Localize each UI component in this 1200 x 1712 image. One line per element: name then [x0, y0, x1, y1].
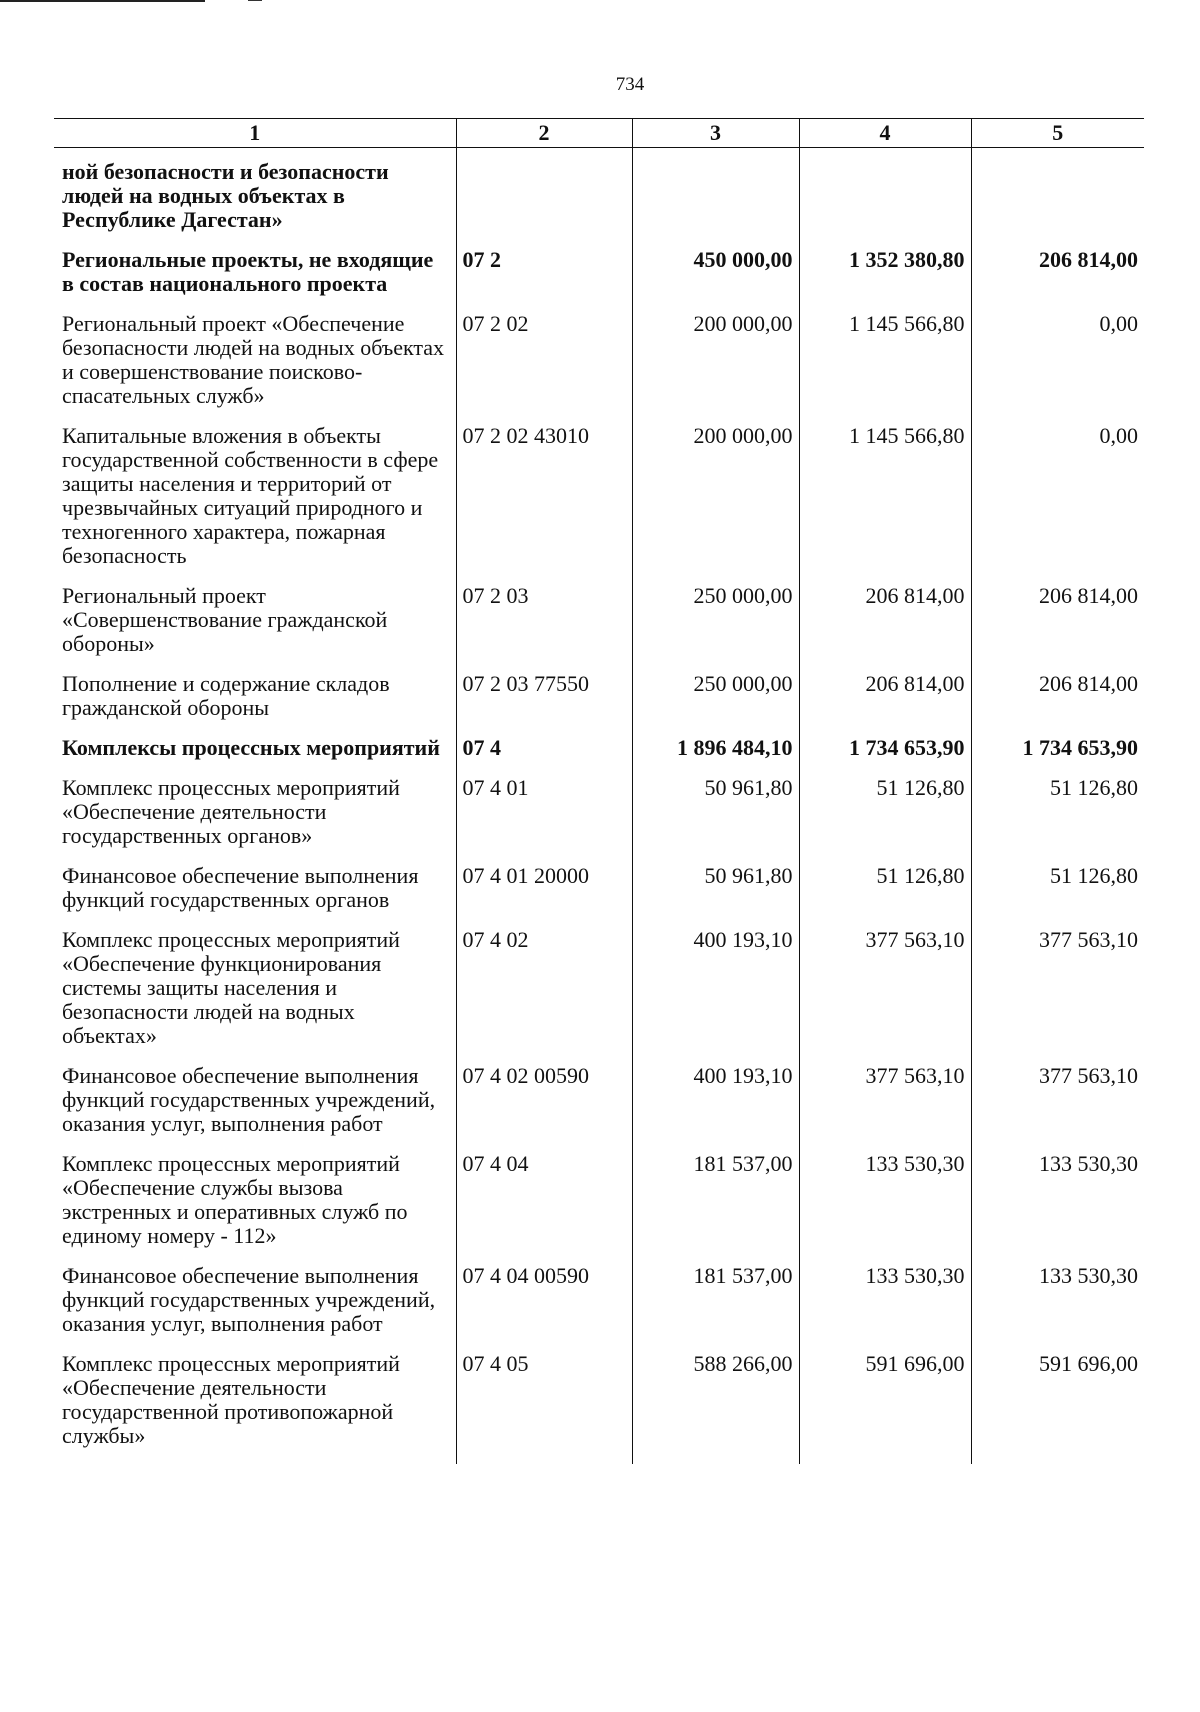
row-code: 07 2: [456, 248, 632, 312]
row-code: 07 2 02 43010: [456, 424, 632, 584]
table-row: [54, 424, 1144, 584]
row-value-col-3: 200 000,00: [632, 312, 799, 424]
row-code: 07 4 01: [456, 776, 632, 864]
row-name: Региональный проект «Совершенствование гражданской обороны»: [62, 583, 388, 656]
row-name: Пополнение и содержание складов гражданской обороны: [62, 671, 390, 720]
row-value-col-4: 1 145 566,80: [799, 312, 971, 424]
header-col-3: 3: [632, 119, 799, 148]
row-name: Комплекс процессных мероприятий «Обеспечение функционирования системы защиты населения и безопасности людей на водных объектах»: [62, 927, 400, 1048]
table-row: [54, 312, 1144, 424]
row-value-col-5: 51 126,80: [971, 776, 1144, 864]
row-value-col-5: 0,00: [971, 424, 1144, 584]
row-value-col-5: 0,00: [971, 312, 1144, 424]
row-name: Комплекс процессных мероприятий «Обеспечение деятельности государственной противопожарной службы»: [62, 1351, 400, 1448]
row-name: Комплексы процессных мероприятий: [62, 735, 440, 760]
row-value-col-5: 377 563,10: [971, 928, 1144, 1064]
scan-artifact-line: [0, 0, 205, 2]
row-value-col-4: 51 126,80: [799, 776, 971, 864]
row-value-col-4: 206 814,00: [799, 672, 971, 736]
row-value-col-3: 1 896 484,10: [632, 736, 799, 776]
row-name: Комплекс процессных мероприятий «Обеспечение деятельности государственных органов»: [62, 775, 400, 848]
row-value-col-5: 51 126,80: [971, 864, 1144, 928]
table-row: [54, 776, 1144, 864]
row-value-col-4: 377 563,10: [799, 928, 971, 1064]
row-value-col-4: 1 734 653,90: [799, 736, 971, 776]
row-name: Финансовое обеспечение выполнения функций государственных учреждений, оказания услуг, выполнения работ: [62, 1063, 436, 1136]
table-header-row: [54, 119, 1144, 148]
row-code: 07 4 04 00590: [456, 1264, 632, 1352]
table-row: [54, 1152, 1144, 1264]
row-value-col-4: 133 530,30: [799, 1152, 971, 1264]
row-code: 07 2 03 77550: [456, 672, 632, 736]
row-value-col-5: 206 814,00: [971, 584, 1144, 672]
row-name: ной безопасности и безопасности людей на водных объектах в Республике Дагестан»: [62, 159, 389, 232]
table-row: [54, 248, 1144, 312]
row-value-col-3: 200 000,00: [632, 424, 799, 584]
row-value-col-4: 51 126,80: [799, 864, 971, 928]
row-code: 07 4: [456, 736, 632, 776]
row-name: Региональный проект «Обеспечение безопасности людей на водных объектах и совершенствование поисково-спасательных служб»: [62, 311, 445, 408]
row-code: 07 4 04: [456, 1152, 632, 1264]
row-code: [456, 148, 632, 249]
table-row: [54, 584, 1144, 672]
header-col-1: 1: [54, 119, 456, 148]
header-col-2: 2: [456, 119, 632, 148]
row-code: 07 4 01 20000: [456, 864, 632, 928]
row-value-col-5: 377 563,10: [971, 1064, 1144, 1152]
row-value-col-4: [799, 148, 971, 249]
header-col-5: 5: [971, 119, 1144, 148]
row-value-col-3: 400 193,10: [632, 1064, 799, 1152]
row-name: Финансовое обеспечение выполнения функций государственных учреждений, оказания услуг, выполнения работ: [62, 1263, 436, 1336]
row-name: Финансовое обеспечение выполнения функций государственных органов: [62, 863, 419, 912]
table-row: [54, 1264, 1144, 1352]
table-row: [54, 736, 1144, 776]
row-code: 07 2 02: [456, 312, 632, 424]
row-value-col-3: 588 266,00: [632, 1352, 799, 1464]
table-row: [54, 864, 1144, 928]
table-row: [54, 1352, 1144, 1464]
budget-table: [54, 118, 1144, 1464]
row-value-col-4: 591 696,00: [799, 1352, 971, 1464]
row-value-col-3: 50 961,80: [632, 776, 799, 864]
page-number: 734: [615, 74, 645, 95]
row-value-col-3: 450 000,00: [632, 248, 799, 312]
table-row: [54, 928, 1144, 1064]
row-value-col-4: 206 814,00: [799, 584, 971, 672]
row-value-col-5: 206 814,00: [971, 248, 1144, 312]
row-name: Комплекс процессных мероприятий «Обеспечение службы вызова экстренных и оперативных служб по единому номеру - 112»: [62, 1151, 408, 1248]
row-value-col-5: 206 814,00: [971, 672, 1144, 736]
row-value-col-3: 250 000,00: [632, 584, 799, 672]
row-value-col-3: 181 537,00: [632, 1264, 799, 1352]
row-value-col-3: 400 193,10: [632, 928, 799, 1064]
row-name: Капитальные вложения в объекты государственной собственности в сфере защиты населения и территорий от чрезвычайных ситуаций природного и техногенного характера, пожарная безопасность: [62, 423, 439, 568]
row-value-col-3: [632, 148, 799, 249]
row-value-col-4: 1 145 566,80: [799, 424, 971, 584]
row-value-col-5: [971, 148, 1144, 249]
row-value-col-5: 1 734 653,90: [971, 736, 1144, 776]
table-body: [54, 148, 1144, 1465]
row-value-col-4: 133 530,30: [799, 1264, 971, 1352]
row-value-col-4: 377 563,10: [799, 1064, 971, 1152]
row-code: 07 4 02 00590: [456, 1064, 632, 1152]
row-value-col-3: 250 000,00: [632, 672, 799, 736]
row-code: 07 2 03: [456, 584, 632, 672]
table-row: [54, 1064, 1144, 1152]
row-name: Региональные проекты, не входящие в состав национального проекта: [62, 247, 434, 296]
row-value-col-3: 50 961,80: [632, 864, 799, 928]
row-value-col-4: 1 352 380,80: [799, 248, 971, 312]
row-value-col-5: 133 530,30: [971, 1264, 1144, 1352]
row-value-col-3: 181 537,00: [632, 1152, 799, 1264]
table-row: [54, 148, 1144, 249]
row-value-col-5: 591 696,00: [971, 1352, 1144, 1464]
row-code: 07 4 05: [456, 1352, 632, 1464]
table-row: [54, 672, 1144, 736]
header-col-4: 4: [799, 119, 971, 148]
row-value-col-5: 133 530,30: [971, 1152, 1144, 1264]
row-code: 07 4 02: [456, 928, 632, 1064]
scan-artifact-dash: [248, 0, 262, 1]
